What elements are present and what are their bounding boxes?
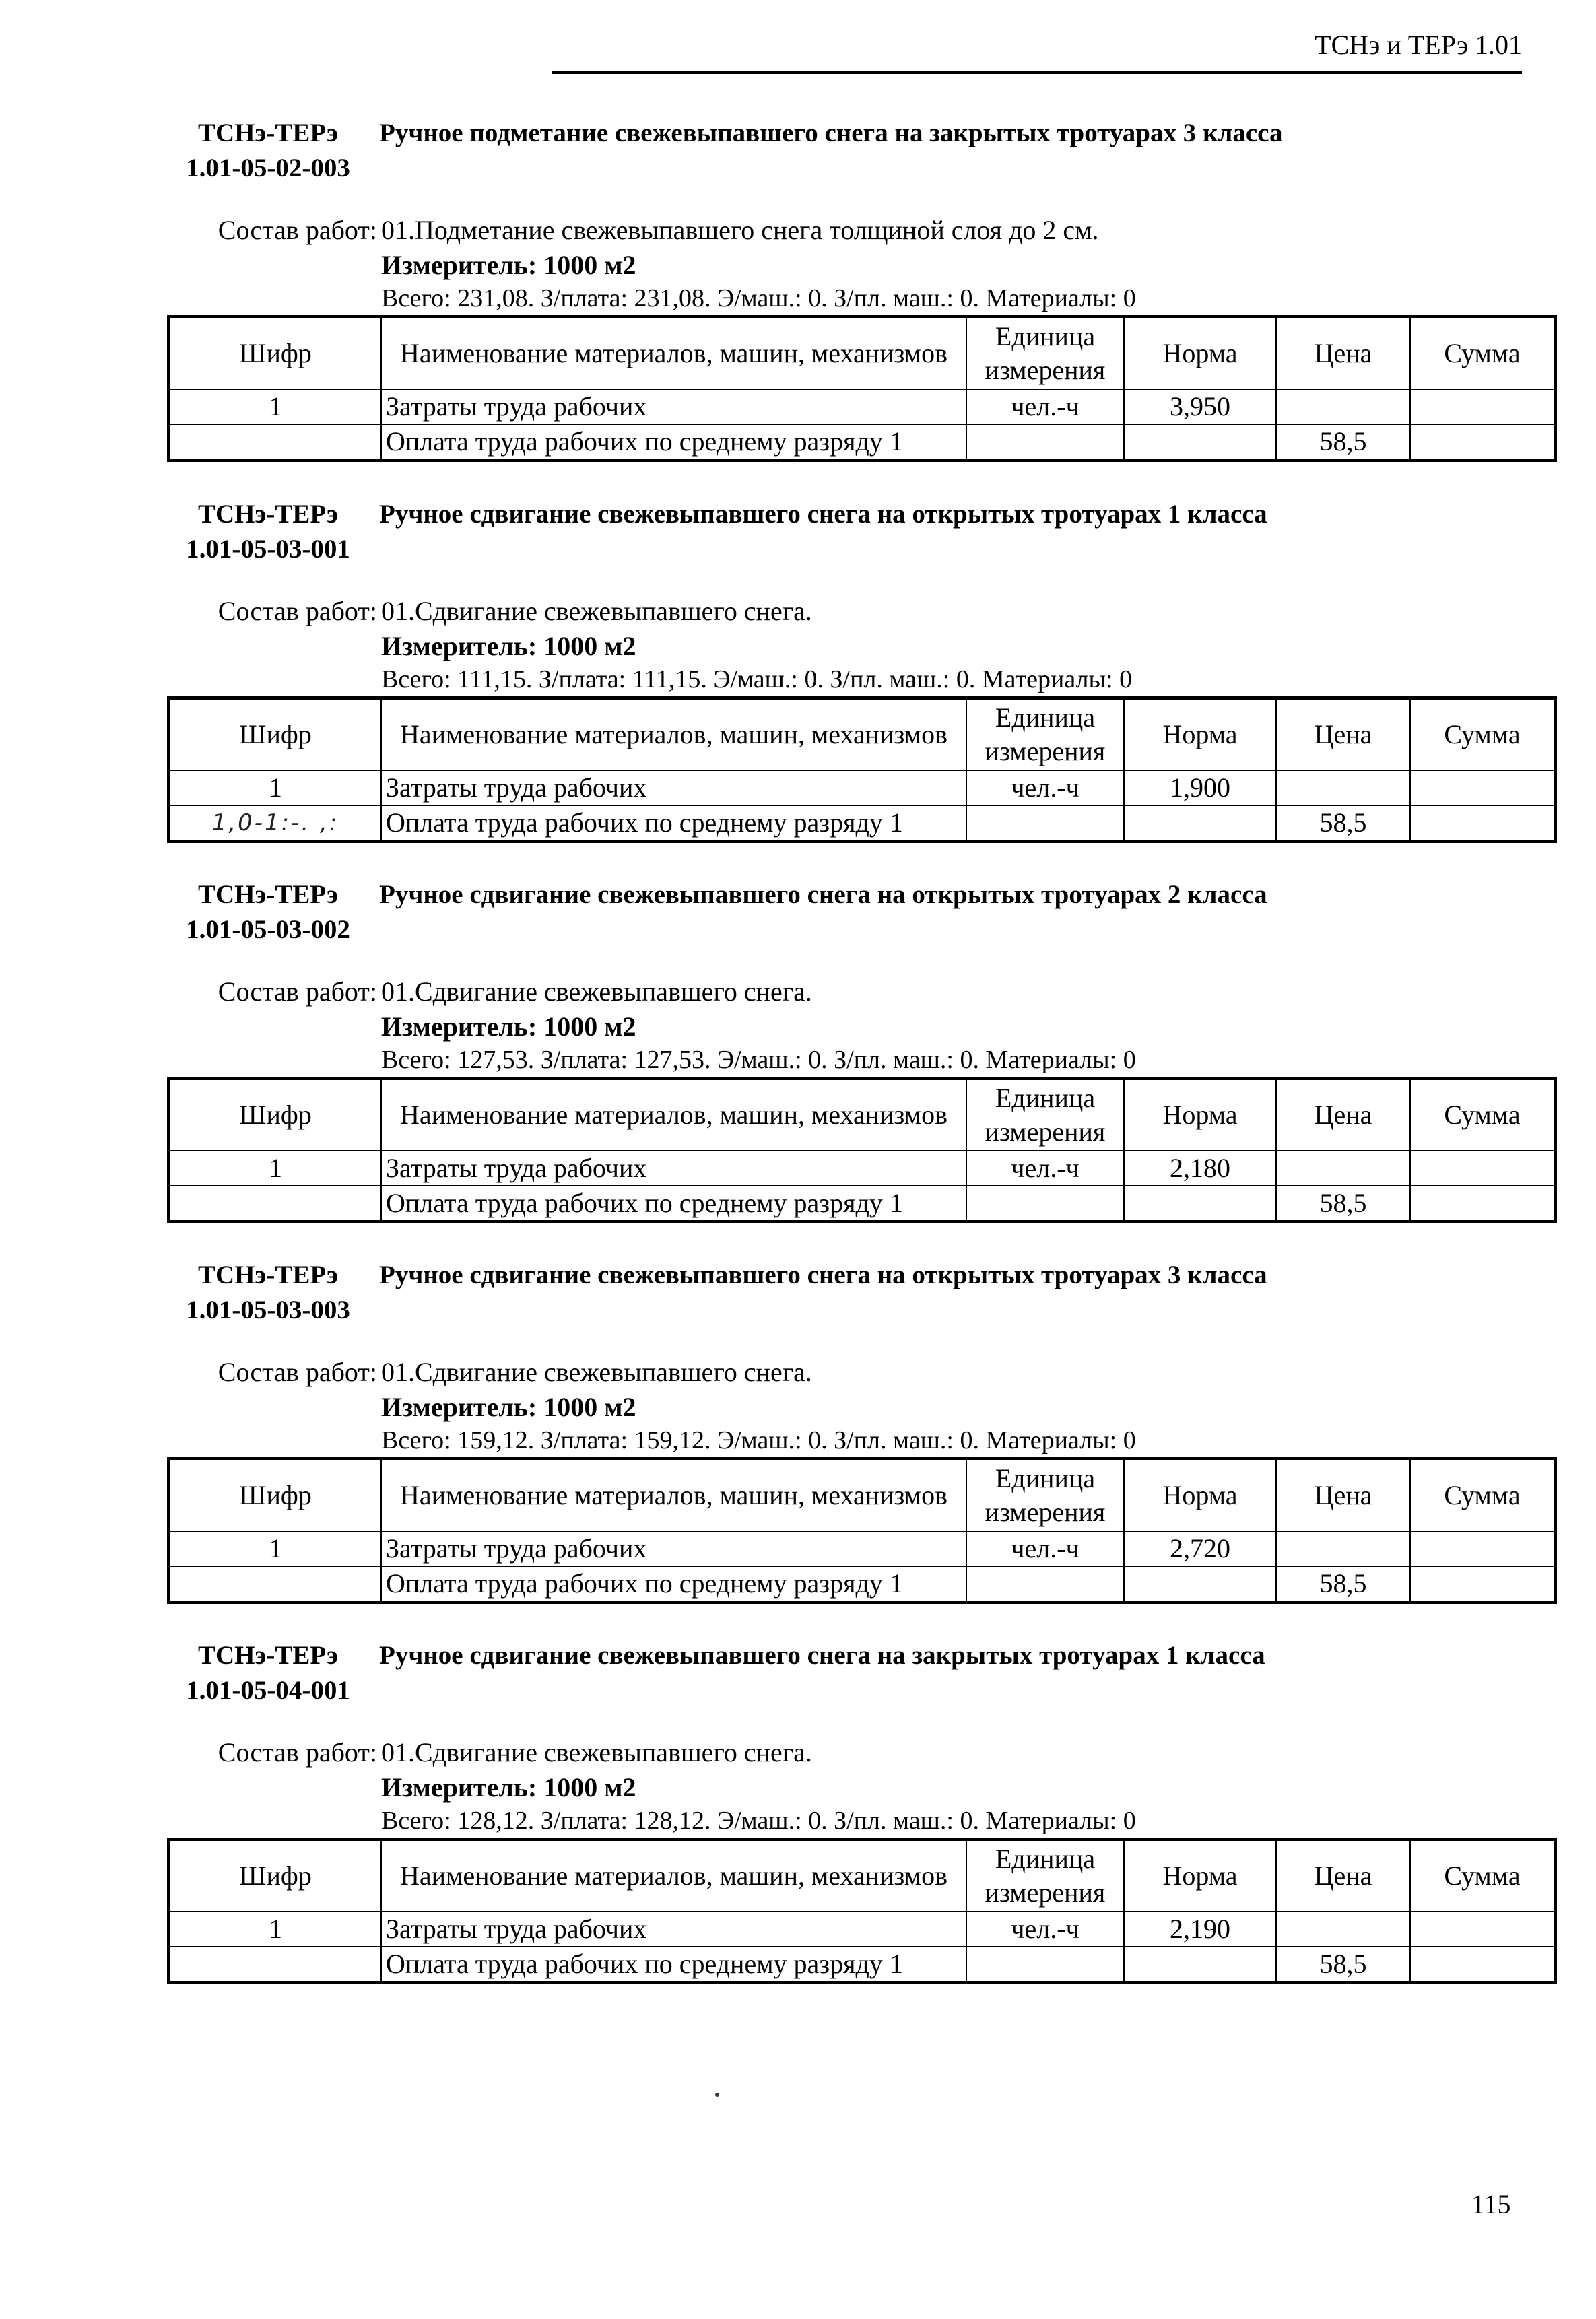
header-norm: Норма bbox=[1124, 1840, 1276, 1912]
section-title: Ручное подметание свежевыпавшего снега на закрытых тротуарах 3 класса bbox=[379, 119, 1283, 147]
section-title-row bbox=[167, 877, 1521, 947]
composition-label: Состав работ: bbox=[218, 976, 377, 1007]
composition-text: 01.Сдвигание свежевыпавшего снега. bbox=[381, 976, 812, 1007]
header-price: Цена bbox=[1276, 698, 1410, 771]
norm-table bbox=[167, 315, 1557, 462]
composition-text: 01.Сдвигание свежевыпавшего снега. bbox=[381, 1737, 812, 1768]
table-row: Оплата труда рабочих по среднему разряду 1 58,5 bbox=[169, 1947, 1556, 1983]
header-price: Цена bbox=[1276, 1079, 1410, 1151]
header-norm: Норма bbox=[1124, 317, 1276, 390]
table-row: 1 Затраты труда рабочих чел.-ч 2,180 bbox=[169, 1151, 1556, 1186]
composition-line bbox=[167, 1355, 1521, 1390]
scan-speck bbox=[715, 2093, 719, 2097]
table-row: Оплата труда рабочих по среднему разряду 1 58,5 bbox=[169, 1186, 1556, 1222]
total-line: Всего: 231,08. З/плата: 231,08. Э/маш.: 0. З/пл. маш.: 0. Материалы: 0 bbox=[381, 284, 1136, 312]
header-price: Цена bbox=[1276, 1459, 1410, 1532]
section-title-row bbox=[167, 497, 1521, 567]
norm-table bbox=[167, 696, 1557, 843]
header-unit: Единица измерения bbox=[966, 1840, 1124, 1912]
document-header bbox=[552, 28, 1522, 74]
meter-label: Измеритель: 1000 м2 bbox=[381, 1011, 636, 1042]
composition-text: 01.Сдвигание свежевыпавшего снега. bbox=[381, 596, 812, 626]
header-sum: Сумма bbox=[1410, 1840, 1556, 1912]
header-code: Шифр bbox=[169, 1459, 382, 1532]
section-title: Ручное сдвигание свежевыпавшего снега на открытых тротуарах 1 класса bbox=[379, 500, 1267, 529]
meter-label: Измеритель: 1000 м2 bbox=[381, 631, 636, 661]
header-code: Шифр bbox=[169, 317, 382, 390]
section-title: Ручное сдвигание свежевыпавшего снега на открытых тротуарах 2 класса bbox=[379, 880, 1267, 909]
norm-section bbox=[167, 1638, 1521, 1984]
composition-label: Состав работ: bbox=[218, 1737, 377, 1768]
header-name: Наименование материалов, машин, механизмов bbox=[381, 1459, 966, 1532]
section-title: Ручное сдвигание свежевыпавшего снега на закрытых тротуарах 1 класса bbox=[379, 1641, 1265, 1670]
norm-table bbox=[167, 1838, 1557, 1984]
header-code: Шифр bbox=[169, 1840, 382, 1912]
header-sum: Сумма bbox=[1410, 1079, 1556, 1151]
composition-label: Состав работ: bbox=[218, 215, 377, 245]
composition-line bbox=[167, 974, 1521, 1009]
composition-line bbox=[167, 1735, 1521, 1770]
composition-label: Состав работ: bbox=[218, 1357, 377, 1387]
header-norm: Норма bbox=[1124, 1079, 1276, 1151]
table-row: 1 Затраты труда рабочих чел.-ч 2,720 bbox=[169, 1531, 1556, 1566]
header-unit: Единица измерения bbox=[966, 317, 1124, 390]
norm-table bbox=[167, 1077, 1557, 1223]
table-row: 1 Затраты труда рабочих чел.-ч 3,950 bbox=[169, 389, 1556, 424]
section-title: Ручное сдвигание свежевыпавшего снега на открытых тротуарах 3 класса bbox=[379, 1261, 1267, 1289]
total-line: Всего: 127,53. З/плата: 127,53. Э/маш.: 0. З/пл. маш.: 0. Материалы: 0 bbox=[381, 1046, 1136, 1074]
norm-section bbox=[167, 497, 1521, 843]
header-name: Наименование материалов, машин, механизмов bbox=[381, 698, 966, 771]
table-row: 1,0-1:-. ,: Оплата труда рабочих по среднему разряду 1 58,5 bbox=[169, 805, 1556, 842]
section-code: ТСНэ-ТЕРэ 1.01-05-03-002 bbox=[186, 880, 350, 944]
table-row: Оплата труда рабочих по среднему разряду 1 58,5 bbox=[169, 424, 1556, 461]
norm-section bbox=[167, 116, 1521, 462]
table-header-row bbox=[169, 317, 1556, 390]
header-sum: Сумма bbox=[1410, 1459, 1556, 1532]
header-name: Наименование материалов, машин, механизмов bbox=[381, 1079, 966, 1151]
section-title-row bbox=[167, 116, 1521, 186]
total-line: Всего: 128,12. З/плата: 128,12. Э/маш.: 0. З/пл. маш.: 0. Материалы: 0 bbox=[381, 1807, 1136, 1835]
table-header-row bbox=[169, 1459, 1556, 1532]
header-unit: Единица измерения bbox=[966, 1079, 1124, 1151]
section-code: ТСНэ-ТЕРэ 1.01-05-02-003 bbox=[186, 119, 350, 182]
header-sum: Сумма bbox=[1410, 317, 1556, 390]
table-header-row bbox=[169, 698, 1556, 771]
handwritten-note: 1,0-1:-. ,: bbox=[169, 805, 382, 842]
norm-section bbox=[167, 877, 1521, 1223]
section-code: ТСНэ-ТЕРэ 1.01-05-03-001 bbox=[186, 500, 350, 564]
header-name: Наименование материалов, машин, механизмов bbox=[381, 317, 966, 390]
meter-label: Измеритель: 1000 м2 bbox=[381, 1392, 636, 1422]
composition-line bbox=[167, 594, 1521, 629]
section-code: ТСНэ-ТЕРэ 1.01-05-03-003 bbox=[186, 1261, 350, 1324]
total-line: Всего: 159,12. З/плата: 159,12. Э/маш.: 0. З/пл. маш.: 0. Материалы: 0 bbox=[381, 1426, 1136, 1454]
section-code: ТСНэ-ТЕРэ 1.01-05-04-001 bbox=[186, 1641, 350, 1705]
table-row: 1 Затраты труда рабочих чел.-ч 2,190 bbox=[169, 1912, 1556, 1947]
composition-line bbox=[167, 213, 1521, 248]
header-price: Цена bbox=[1276, 317, 1410, 390]
composition-label: Состав работ: bbox=[218, 596, 377, 626]
section-title-row bbox=[167, 1258, 1521, 1328]
header-code: Шифр bbox=[169, 1079, 382, 1151]
header-unit: Единица измерения bbox=[966, 698, 1124, 771]
header-norm: Норма bbox=[1124, 698, 1276, 771]
header-norm: Норма bbox=[1124, 1459, 1276, 1532]
meter-label: Измеритель: 1000 м2 bbox=[381, 250, 636, 280]
table-header-row bbox=[169, 1079, 1556, 1151]
composition-text: 01.Подметание свежевыпавшего снега толщиной слоя до 2 см. bbox=[381, 215, 1099, 245]
composition-text: 01.Сдвигание свежевыпавшего снега. bbox=[381, 1357, 812, 1387]
total-line: Всего: 111,15. З/плата: 111,15. Э/маш.: 0. З/пл. маш.: 0. Материалы: 0 bbox=[381, 665, 1133, 694]
header-code: Шифр bbox=[169, 698, 382, 771]
table-row: Оплата труда рабочих по среднему разряду 1 58,5 bbox=[169, 1566, 1556, 1603]
section-title-row bbox=[167, 1638, 1521, 1708]
table-row: 1 Затраты труда рабочих чел.-ч 1,900 bbox=[169, 770, 1556, 805]
header-sum: Сумма bbox=[1410, 698, 1556, 771]
norm-section bbox=[167, 1258, 1521, 1604]
page-number: 115 bbox=[1471, 2189, 1511, 2219]
meter-label: Измеритель: 1000 м2 bbox=[381, 1772, 636, 1803]
header-price: Цена bbox=[1276, 1840, 1410, 1912]
header-name: Наименование материалов, машин, механизмов bbox=[381, 1840, 966, 1912]
table-header-row bbox=[169, 1840, 1556, 1912]
header-unit: Единица измерения bbox=[966, 1459, 1124, 1532]
document-title: ТСНэ и ТЕРэ 1.01 bbox=[1315, 30, 1522, 60]
norm-table bbox=[167, 1457, 1557, 1604]
